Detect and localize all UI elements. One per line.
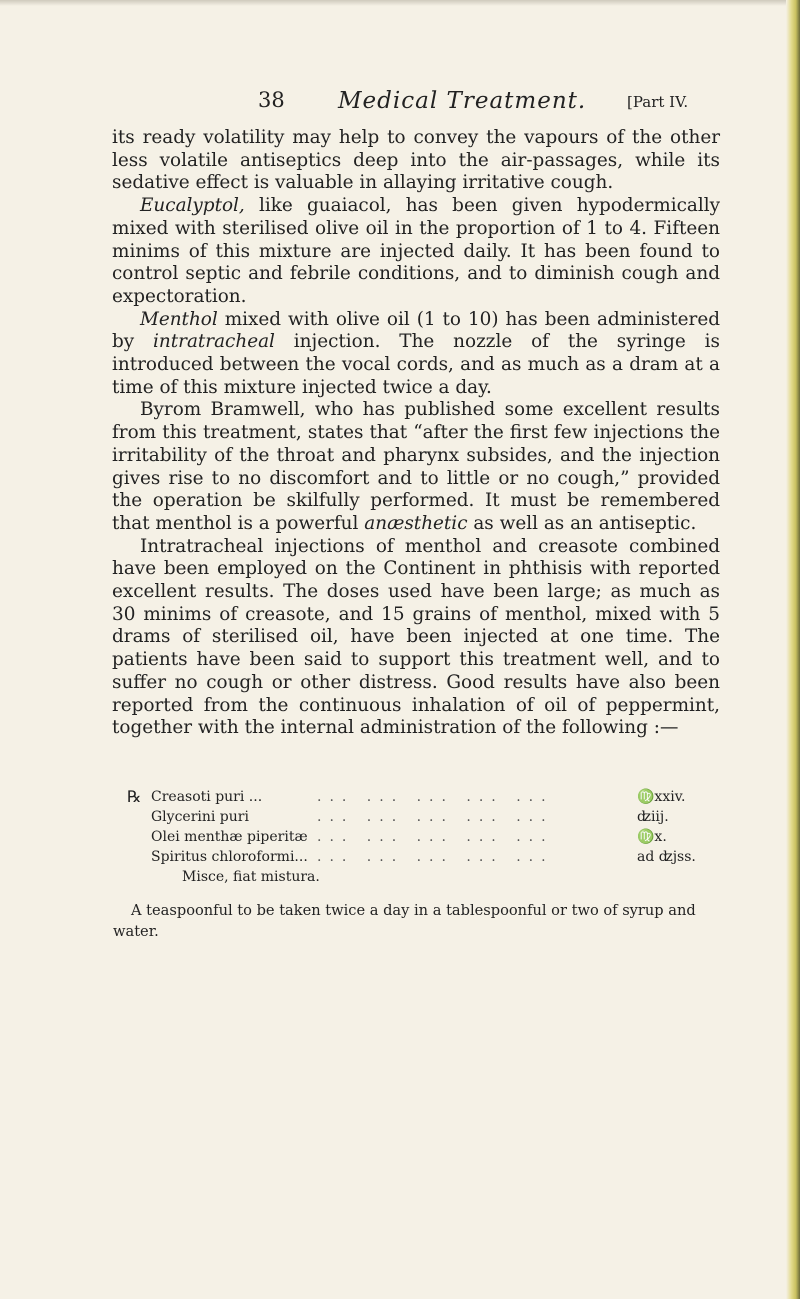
ingredient-name: Olei menthæ piperitæ — [151, 829, 308, 845]
text-run: its ready volatility may help to convey the vapours of the other less volatile antiseptics deep into the air-passages, while its sedative effect is valuable in allaying irritative cough. — [112, 127, 720, 194]
italic-term: anæsthetic — [364, 512, 468, 534]
running-title: Medical Treatment. — [338, 88, 587, 114]
ingredient-quantity: ʣiij. — [637, 809, 669, 825]
prescription-misce-row — [127, 867, 707, 887]
prescription-row-3 — [127, 827, 707, 847]
text-run: Byrom Bramwell, who has published some excellent results from this treatment, states that “after the first few injections the irritability of the throat and pharynx subsides, and the injection gives rise to no discomfort and to little or no cough,” provided the operation be skilfully performed. It must be remembered that menthol is a powerful — [112, 399, 720, 534]
text-run: Intratracheal injections of menthol and creasote combined have been employed on the Continent in phthisis with reported excellent results. The doses used have been large; as much as 30 minims of creasote, and 15 grains of menthol, mixed with 5 drams of sterilised oil, have been injected at one time. The patients have been said to support this treatment well, and to suffer no cough or other distress. Good results have also been reported from the continuous inhalation of oil of peppermint, together with the internal administration of the following :— — [112, 535, 720, 739]
recipe-symbol: ℞ — [127, 787, 142, 806]
directions-text: A teaspoonful to be taken twice a day in a tablespoonful or two of syrup and water. — [113, 902, 696, 940]
ingredient-name: Glycerini puri — [151, 809, 249, 825]
body-text — [112, 127, 720, 740]
text-run: like guaiacol, has been given hypodermically mixed with sterilised olive oil in the proportion of 1 to 4. Fifteen minims of this mixture are injected daily. It has been found to control septic and febrile conditions, and to diminish cough and expectoration. — [112, 195, 720, 307]
italic-term: Menthol — [140, 308, 218, 330]
prescription-row-2 — [127, 807, 707, 827]
paragraph — [112, 195, 720, 309]
page-top-shadow — [0, 0, 800, 6]
prescription-row-4 — [127, 847, 707, 867]
book-edge — [786, 0, 800, 1299]
text-run: injection. The nozzle of the syringe is introduced between the vocal cords, and as much as a dram at a time of this mixture injected twice a day. — [112, 331, 720, 398]
paragraph — [112, 399, 720, 535]
paragraph — [112, 309, 720, 400]
prescription — [127, 787, 707, 887]
misce-instruction: Misce, fiat mistura. — [182, 869, 320, 885]
paragraph — [112, 536, 720, 740]
text-run: as well as an antiseptic. — [467, 512, 697, 534]
ingredient-quantity: ♍xxiv. — [637, 789, 686, 805]
prescription-row-1 — [127, 787, 707, 807]
ingredient-name: Creasoti puri ... — [151, 789, 263, 805]
ingredient-name: Spiritus chloroformi... — [151, 849, 308, 865]
part-label: [Part IV. — [627, 93, 689, 111]
leader-dots: ... ... ... ... ... — [317, 829, 554, 845]
leader-dots: ... ... ... ... ... — [317, 809, 554, 825]
leader-dots: ... ... ... ... ... — [317, 849, 554, 865]
ingredient-quantity: ♍x. — [637, 829, 667, 845]
paragraph — [112, 127, 720, 195]
ingredient-quantity: ad ʣjss. — [637, 849, 696, 865]
directions — [113, 900, 718, 942]
running-header — [258, 88, 778, 118]
text-run: mixed with olive oil (1 to 10) has been administered by — [112, 308, 720, 353]
leader-dots: ... ... ... ... ... — [317, 789, 554, 805]
page-number: 38 — [258, 88, 285, 112]
italic-term: Eucalyptol, — [140, 195, 245, 217]
italic-term: intratracheal — [153, 331, 275, 353]
